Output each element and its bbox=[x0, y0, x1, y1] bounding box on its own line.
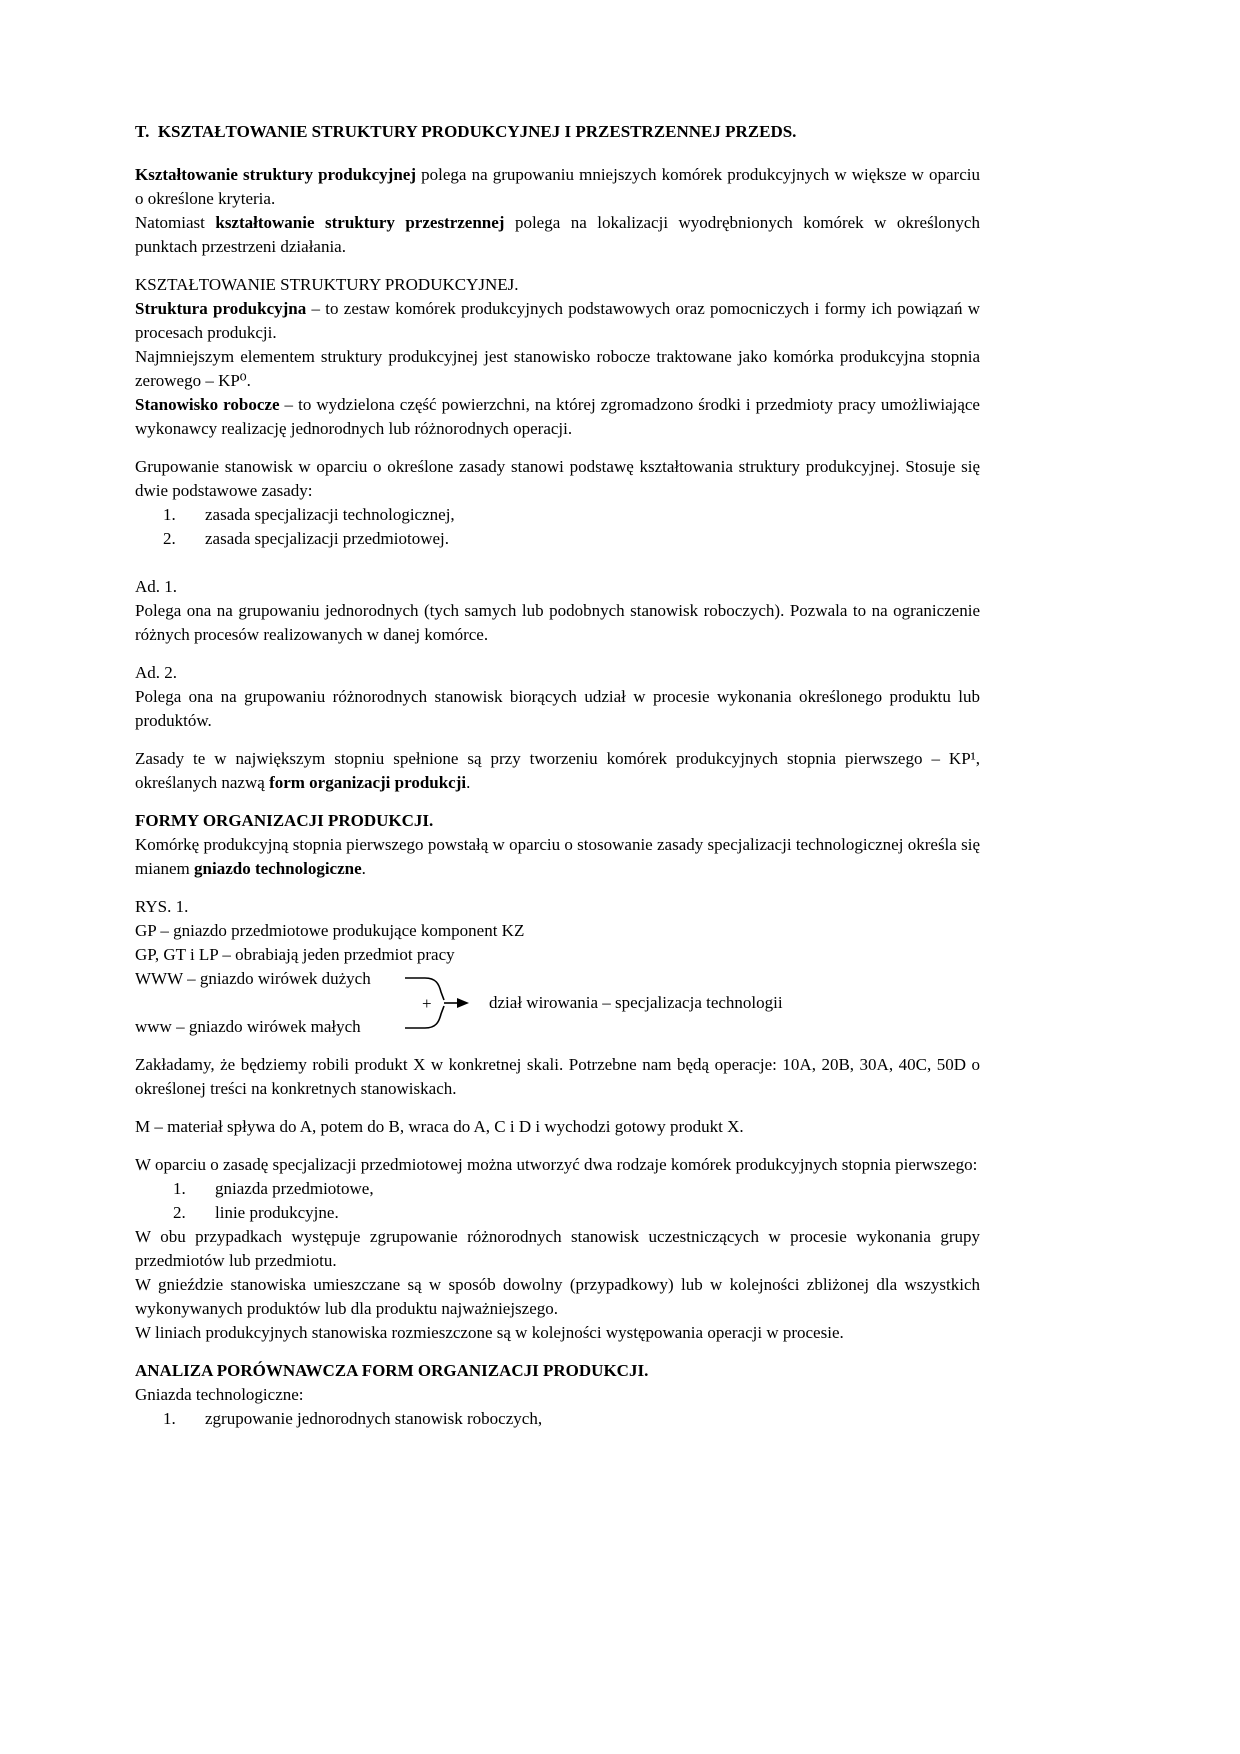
bold-run: Stanowisko robocze bbox=[135, 395, 280, 414]
list-item-zasada-1 bbox=[135, 503, 980, 527]
bold-run: form organizacji produkcji bbox=[269, 773, 467, 792]
list-text: zasada specjalizacji przedmiotowej. bbox=[205, 529, 450, 548]
arrowhead-icon bbox=[457, 998, 469, 1008]
text-run: Natomiast bbox=[135, 213, 216, 232]
intro-paragraph-1 bbox=[135, 163, 980, 211]
list-item-zasada-2 bbox=[135, 527, 980, 551]
text-run: – to zestaw komórek produkcyjnych podstawowych oraz pomocniczych i formy ich powiązań w procesach produkcji. bbox=[135, 299, 980, 342]
intro-paragraph-2 bbox=[135, 211, 980, 259]
paragraph-w-gniezdzie: W gnieździe stanowiska umieszczane są w sposób dowolny (przypadkowy) lub w kolejności zbliżonej dla wszystkich wykonywanych produktów lub dla produktu najważniejszego. bbox=[135, 1275, 980, 1318]
paragraph-zakladamy: Zakładamy, że będziemy robili produkt X w konkretnej skali. Potrzebne nam będą operacje: 10A, 20B, 30A, 40C, 50D o określonej treści na konkretnych stanowiskach. bbox=[135, 1055, 980, 1098]
paragraph-ad2: Polega ona na grupowaniu różnorodnych stanowisk biorących udział w procesie wykonania określonego produktu lub produktów. bbox=[135, 687, 980, 730]
paragraph-material: M – materiał spływa do A, potem do B, wraca do A, C i D i wychodzi gotowy produkt X. bbox=[135, 1117, 744, 1136]
paragraph-w-liniach: W liniach produkcyjnych stanowiska rozmieszczone są w kolejności występowania operacji w procesie. bbox=[135, 1323, 844, 1342]
list-item-gt-1 bbox=[135, 1407, 980, 1431]
list-number: 1. bbox=[173, 1179, 186, 1198]
paragraph-ad1: Polega ona na grupowaniu jednorodnych (tych samych lub podobnych stanowisk roboczych). Pozwala to na ograniczenie różnych procesów realizowanych w danej komórce. bbox=[135, 601, 980, 644]
paragraph-w-oparciu: W oparciu o zasadę specjalizacji przedmiotowej można utworzyć dwa rodzaje komórek produkcyjnych stopnia pierwszego: bbox=[135, 1155, 978, 1174]
text-run: . bbox=[361, 859, 366, 878]
text-run: . bbox=[466, 773, 471, 792]
paragraph-w-obu: W obu przypadkach występuje zgrupowanie różnorodnych stanowisk uczestniczących w procesie wykonania grupy przedmiotów lub przedmiotu. bbox=[135, 1227, 980, 1270]
list-text: gniazda przedmiotowe, bbox=[215, 1179, 374, 1198]
list-item-rodzaj-1 bbox=[135, 1177, 980, 1201]
bold-run: gniazdo technologiczne bbox=[194, 859, 362, 878]
paragraph-zasady-te bbox=[135, 747, 980, 795]
list-number: 1. bbox=[163, 1409, 176, 1428]
paragraph-struktura-definicja bbox=[135, 297, 980, 345]
paragraph-najmniejszy-element: Najmniejszym elementem struktury produkcyjnej jest stanowisko robocze traktowane jako komórka produkcyjna stopnia zerowego – KP⁰. bbox=[135, 347, 980, 390]
text-run: polega na lokalizacji wyodrębnionych komórek w określonych punktach przestrzeni działania. bbox=[135, 213, 980, 256]
page-title: T. KSZTAŁTOWANIE STRUKTURY PRODUKCYJNEJ I PRZESTRZENNEJ PRZEDS. bbox=[135, 122, 797, 141]
rys1-bracket-diagram bbox=[135, 967, 980, 1039]
subheading-gniazda-technologiczne: Gniazda technologiczne: bbox=[135, 1385, 304, 1404]
text-run: polega na grupowaniu mniejszych komórek produkcyjnych w większe w oparciu o określone kryteria. bbox=[135, 165, 980, 208]
bold-run: Kształtowanie struktury produkcyjnej bbox=[135, 165, 417, 184]
plus-sign: + bbox=[422, 994, 432, 1013]
text-run: – to wydzielona część powierzchni, na której zgromadzono środki i przedmioty pracy umożliwiające wykonawcy realizację jednorodnych lub różnorodnych operacji. bbox=[135, 395, 980, 438]
bold-run: Struktura produkcyjna bbox=[135, 299, 307, 318]
heading-formy-organizacji: FORMY ORGANIZACJI PRODUKCJI. bbox=[135, 811, 434, 830]
list-number: 2. bbox=[173, 1203, 186, 1222]
paragraph-grupowanie: Grupowanie stanowisk w oparciu o określone zasady stanowi podstawę kształtowania struktury produkcyjnej. Stosuje się dwie podstawowe zasady: bbox=[135, 457, 980, 500]
rys-line-www-malych: www – gniazdo wirówek małych bbox=[135, 1017, 361, 1036]
heading-analiza-porownawcza: ANALIZA PORÓWNAWCZA FORM ORGANIZACJI PRODUKCJI. bbox=[135, 1361, 649, 1380]
heading-ad1: Ad. 1. bbox=[135, 577, 178, 596]
brace-arrow-icon bbox=[403, 967, 477, 1039]
heading-rys1: RYS. 1. bbox=[135, 897, 189, 916]
list-text: zasada specjalizacji technologicznej, bbox=[205, 505, 455, 524]
text-run: Zasady te w największym stopniu spełnione są przy tworzeniu komórek produkcyjnych stopnia pierwszego – KP¹, określanych nazwą bbox=[135, 749, 980, 792]
list-number: 2. bbox=[163, 529, 176, 548]
paragraph-stanowisko-definicja bbox=[135, 393, 980, 441]
list-text: linie produkcyjne. bbox=[215, 1203, 339, 1222]
heading-ksztaltowanie-produkcyjnej: KSZTAŁTOWANIE STRUKTURY PRODUKCYJNEJ. bbox=[135, 275, 519, 294]
bold-run: kształtowanie struktury przestrzennej bbox=[215, 213, 505, 232]
list-item-rodzaj-2 bbox=[135, 1201, 980, 1225]
rys-left-labels bbox=[135, 967, 403, 1039]
rys-dzial-wirowania-label: dział wirowania – specjalizacja technologii bbox=[489, 993, 783, 1012]
paragraph-komorke-gniazdo bbox=[135, 833, 980, 881]
rys-line-www-duzych: WWW – gniazdo wirówek dużych bbox=[135, 969, 371, 988]
heading-ad2: Ad. 2. bbox=[135, 663, 178, 682]
rys-line-gp: GP – gniazdo przedmiotowe produkujące komponent KZ bbox=[135, 921, 525, 940]
rys-line-gp-gt-lp: GP, GT i LP – obrabiają jeden przedmiot pracy bbox=[135, 945, 455, 964]
text-run: Komórkę produkcyjną stopnia pierwszego powstałą w oparciu o stosowanie zasady specjalizacji technologicznej określa się mianem bbox=[135, 835, 980, 878]
list-number: 1. bbox=[163, 505, 176, 524]
list-text: zgrupowanie jednorodnych stanowisk roboczych, bbox=[205, 1409, 543, 1428]
